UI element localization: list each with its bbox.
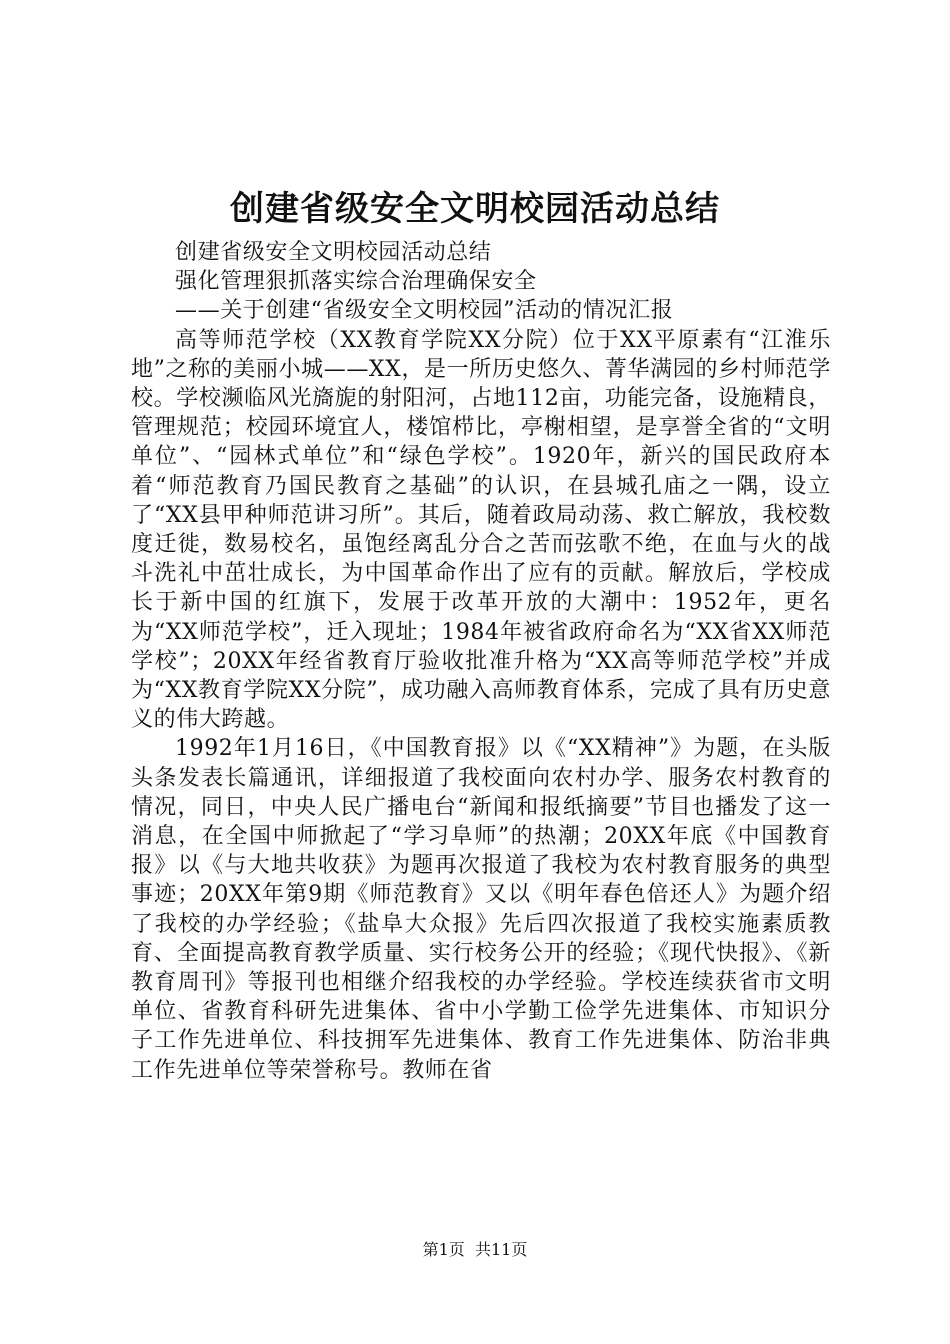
body-paragraph: 强化管理狠抓落实综合治理确保安全 [175, 269, 537, 295]
body-paragraph: ——关于创建“省级安全文明校园”活动的情况汇报 [175, 298, 674, 324]
page-total: 共11页 [474, 1240, 528, 1259]
document-body [131, 238, 831, 1085]
body-paragraph: 创建省级安全文明校园活动总结 [175, 240, 492, 265]
document-title: 创建省级安全文明校园活动总结 [230, 189, 720, 229]
body-paragraph: 高等师范学校（XX教育学院XX分院）位于XX平原素有“江淮乐地”之称的美丽小城——XX，是一所历史悠久、菁华满园的乡村师范学校。学校濒临风光旖旎的射阳河，占地112亩，功能完备，设施精良，管理规范；校园环境宜人，楼馆栉比，亭榭相望，是享誉全省的“文明单位”、“园林式单位”和“绿色学校”。1920年，新兴的国民政府本着“师范教育乃国民教育之基础”的认识，在县城孔庙之一隅，设立了“XX县甲种师范讲习所”。其后，随着政局动荡、救亡解放，我校数度迁徙，数易校名，虽饱经离乱分合之苦而弦歌不绝，在血与火的战斗洗礼中茁壮成长，为中国革命作出了应有的贡献。解放后，学校成长于新中国的红旗下，发展于改革开放的大潮中：1952年，更名为“XX师范学校”，迁入现址；1984年被省政府命名为“XX省XX师范学校”；20XX年经省教育厅验收批准升格为“XX高等师范学校”并成为“XX教育学院XX分院”，成功融入高师教育体系，完成了具有历史意义的伟大跨越。 [131, 327, 831, 733]
body-paragraph: 1992年1月16日，《中国教育报》以《“XX精神”》为题，在头版头条发表长篇通讯，详细报道了我校面向农村办学、服务农村教育的情况，同日，中央人民广播电台“新闻和报纸摘要”节目也播发了这一消息，在全国中师掀起了“学习阜师”的热潮；20XX年底《中国教育报》以《与大地共收获》为题再次报道了我校为农村教育服务的典型事迹；20XX年第9期《师范教育》又以《明年春色倍还人》为题介绍了我校的办学经验；《盐阜大众报》先后四次报道了我校实施素质教育、全面提高教育教学质量、实行校务公开的经验；《现代快报》、《新教育周刊》等报刊也相继介绍我校的办学经验。学校连续获省市文明单位、省教育科研先进集体、省中小学勤工俭学先进集体、市知识分子工作先进单位、科技拥军先进集体、教育工作先进集体、防治非典工作先进单位等荣誉称号。教师在省 [131, 736, 831, 1083]
page-number: 第1页 [422, 1240, 465, 1259]
page-footer [0, 1240, 950, 1260]
